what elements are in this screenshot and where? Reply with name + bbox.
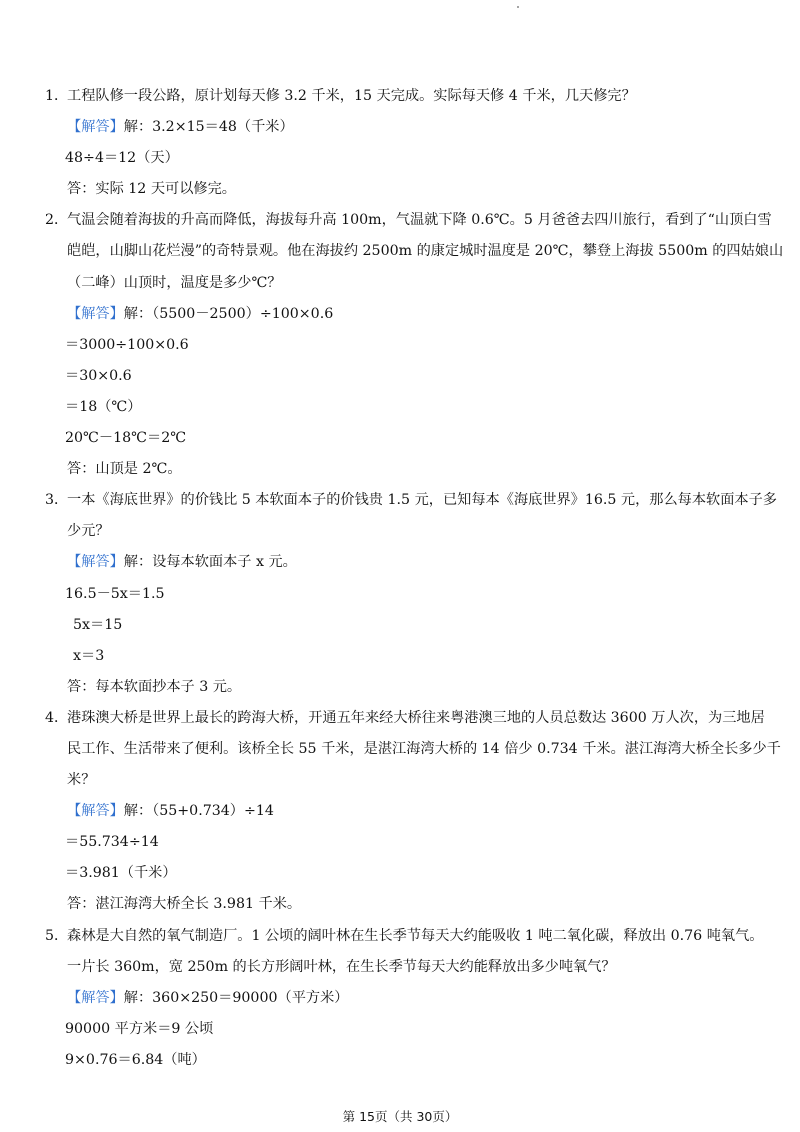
- problem-5-step-2: 9×0.76＝6.84（吨）: [65, 1051, 206, 1068]
- problem-2-solution: 【解答】解：（5500－2500）÷100×0.6: [67, 305, 334, 322]
- problem-2-answer: 答：山顶是 2℃。: [67, 461, 182, 478]
- problem-4-question-line-3: 米？: [67, 772, 96, 789]
- problem-5-question-line-1: 5．森林是大自然的氧气制造厂。1 公顷的阔叶林在生长季节每天大约能吸收 1 吨二氧化碳，释放出 0.76 吨氧气。: [45, 927, 764, 944]
- problem-2-step-2: ＝30×0.6: [65, 367, 132, 384]
- problem-4-step-1: ＝55.734÷14: [65, 834, 159, 851]
- problem-4-solution: 【解答】解：（55+0.734）÷14: [67, 803, 274, 820]
- solution-tag: 【解答】: [67, 554, 124, 571]
- solution-tag: 【解答】: [67, 803, 124, 820]
- problem-4-answer: 答：湛江海湾大桥全长 3.981 千米。: [67, 896, 302, 913]
- document-body: [45, 86, 784, 1081]
- problem-2-question-line-3: （二峰）山顶时，温度是多少℃？: [67, 274, 282, 291]
- problem-number: 4．: [45, 709, 69, 726]
- problem-1-solution: 【解答】解：3.2×15＝48（千米）: [67, 119, 294, 136]
- problem-3-solution: 【解答】解：设每本软面本子 x 元。: [67, 554, 297, 571]
- problem-number: 5．: [45, 927, 69, 944]
- problem-3-answer: 答：每本软面抄本子 3 元。: [67, 678, 242, 695]
- page-footer: 第 15页（共 30页）: [342, 1109, 458, 1124]
- problem-4-step-2: ＝3.981（千米）: [65, 865, 177, 882]
- solution-tag: 【解答】: [67, 305, 124, 322]
- problem-number: 3．: [45, 492, 69, 509]
- problem-number: 1．: [45, 88, 69, 104]
- problem-2-step-1: ＝3000÷100×0.6: [65, 336, 189, 353]
- problem-3-step-3: x＝3: [73, 647, 105, 664]
- problem-2-question-line-1: 2．气温会随着海拔的升高而降低，海拔每升高 100m，气温就下降 0.6℃。5 月爸爸去四川旅行，看到了“山顶白雪: [45, 212, 772, 229]
- problem-3-question-line-1: 3．一本《海底世界》的价钱比 5 本软面本子的价钱贵 1.5 元，已知每本《海底世界》16.5 元，那么每本软面本子多: [45, 492, 777, 509]
- page-dot-mark: [517, 6, 519, 8]
- problem-4-question-line-1: 4．港珠澳大桥是世界上最长的跨海大桥，开通五年来经大桥往来粤港澳三地的人员总数达 3600 万人次，为三地居: [45, 709, 765, 726]
- problem-4-question-line-2: 民工作、生活带来了便利。该桥全长 55 千米，是湛江海湾大桥的 14 倍少 0.734 千米。湛江海湾大桥全长多少千: [67, 740, 781, 757]
- problem-2-step-4: 20℃－18℃＝2℃: [65, 430, 187, 447]
- problem-1-answer: 答：实际 12 天可以修完。: [67, 181, 236, 198]
- problem-number: 2．: [45, 212, 69, 229]
- solution-tag: 【解答】: [67, 989, 124, 1006]
- problem-3-step-2: 5x＝15: [73, 616, 123, 633]
- solution-tag: 【解答】: [67, 119, 124, 136]
- problem-2-question-line-2: 皑皑，山脚山花烂漫”的奇特景观。他在海拔约 2500m 的康定城时温度是 20℃，攀登上海拔 5500m 的四姑娘山: [67, 243, 784, 260]
- problem-3-question-line-2: 少元？: [67, 523, 110, 540]
- problem-2-step-3: ＝18（℃）: [65, 398, 142, 415]
- problem-1-question-line-1: 1．工程队修一段公路，原计划每天修 3.2 千米，15 天完成。实际每天修 4 千米，几天修完？: [45, 88, 636, 104]
- problem-5-solution: 【解答】解：360×250＝90000（平方米）: [67, 989, 349, 1006]
- problem-5-question-line-2: 一片长 360m，宽 250m 的长方形阔叶林，在生长季节每天大约能释放出多少吨氧气？: [67, 958, 616, 975]
- problem-3-step-1: 16.5－5x＝1.5: [65, 585, 165, 602]
- problem-5-step-1: 90000 平方米＝9 公顷: [65, 1020, 214, 1037]
- problem-1-step-1: 48÷4＝12（天）: [65, 150, 179, 167]
